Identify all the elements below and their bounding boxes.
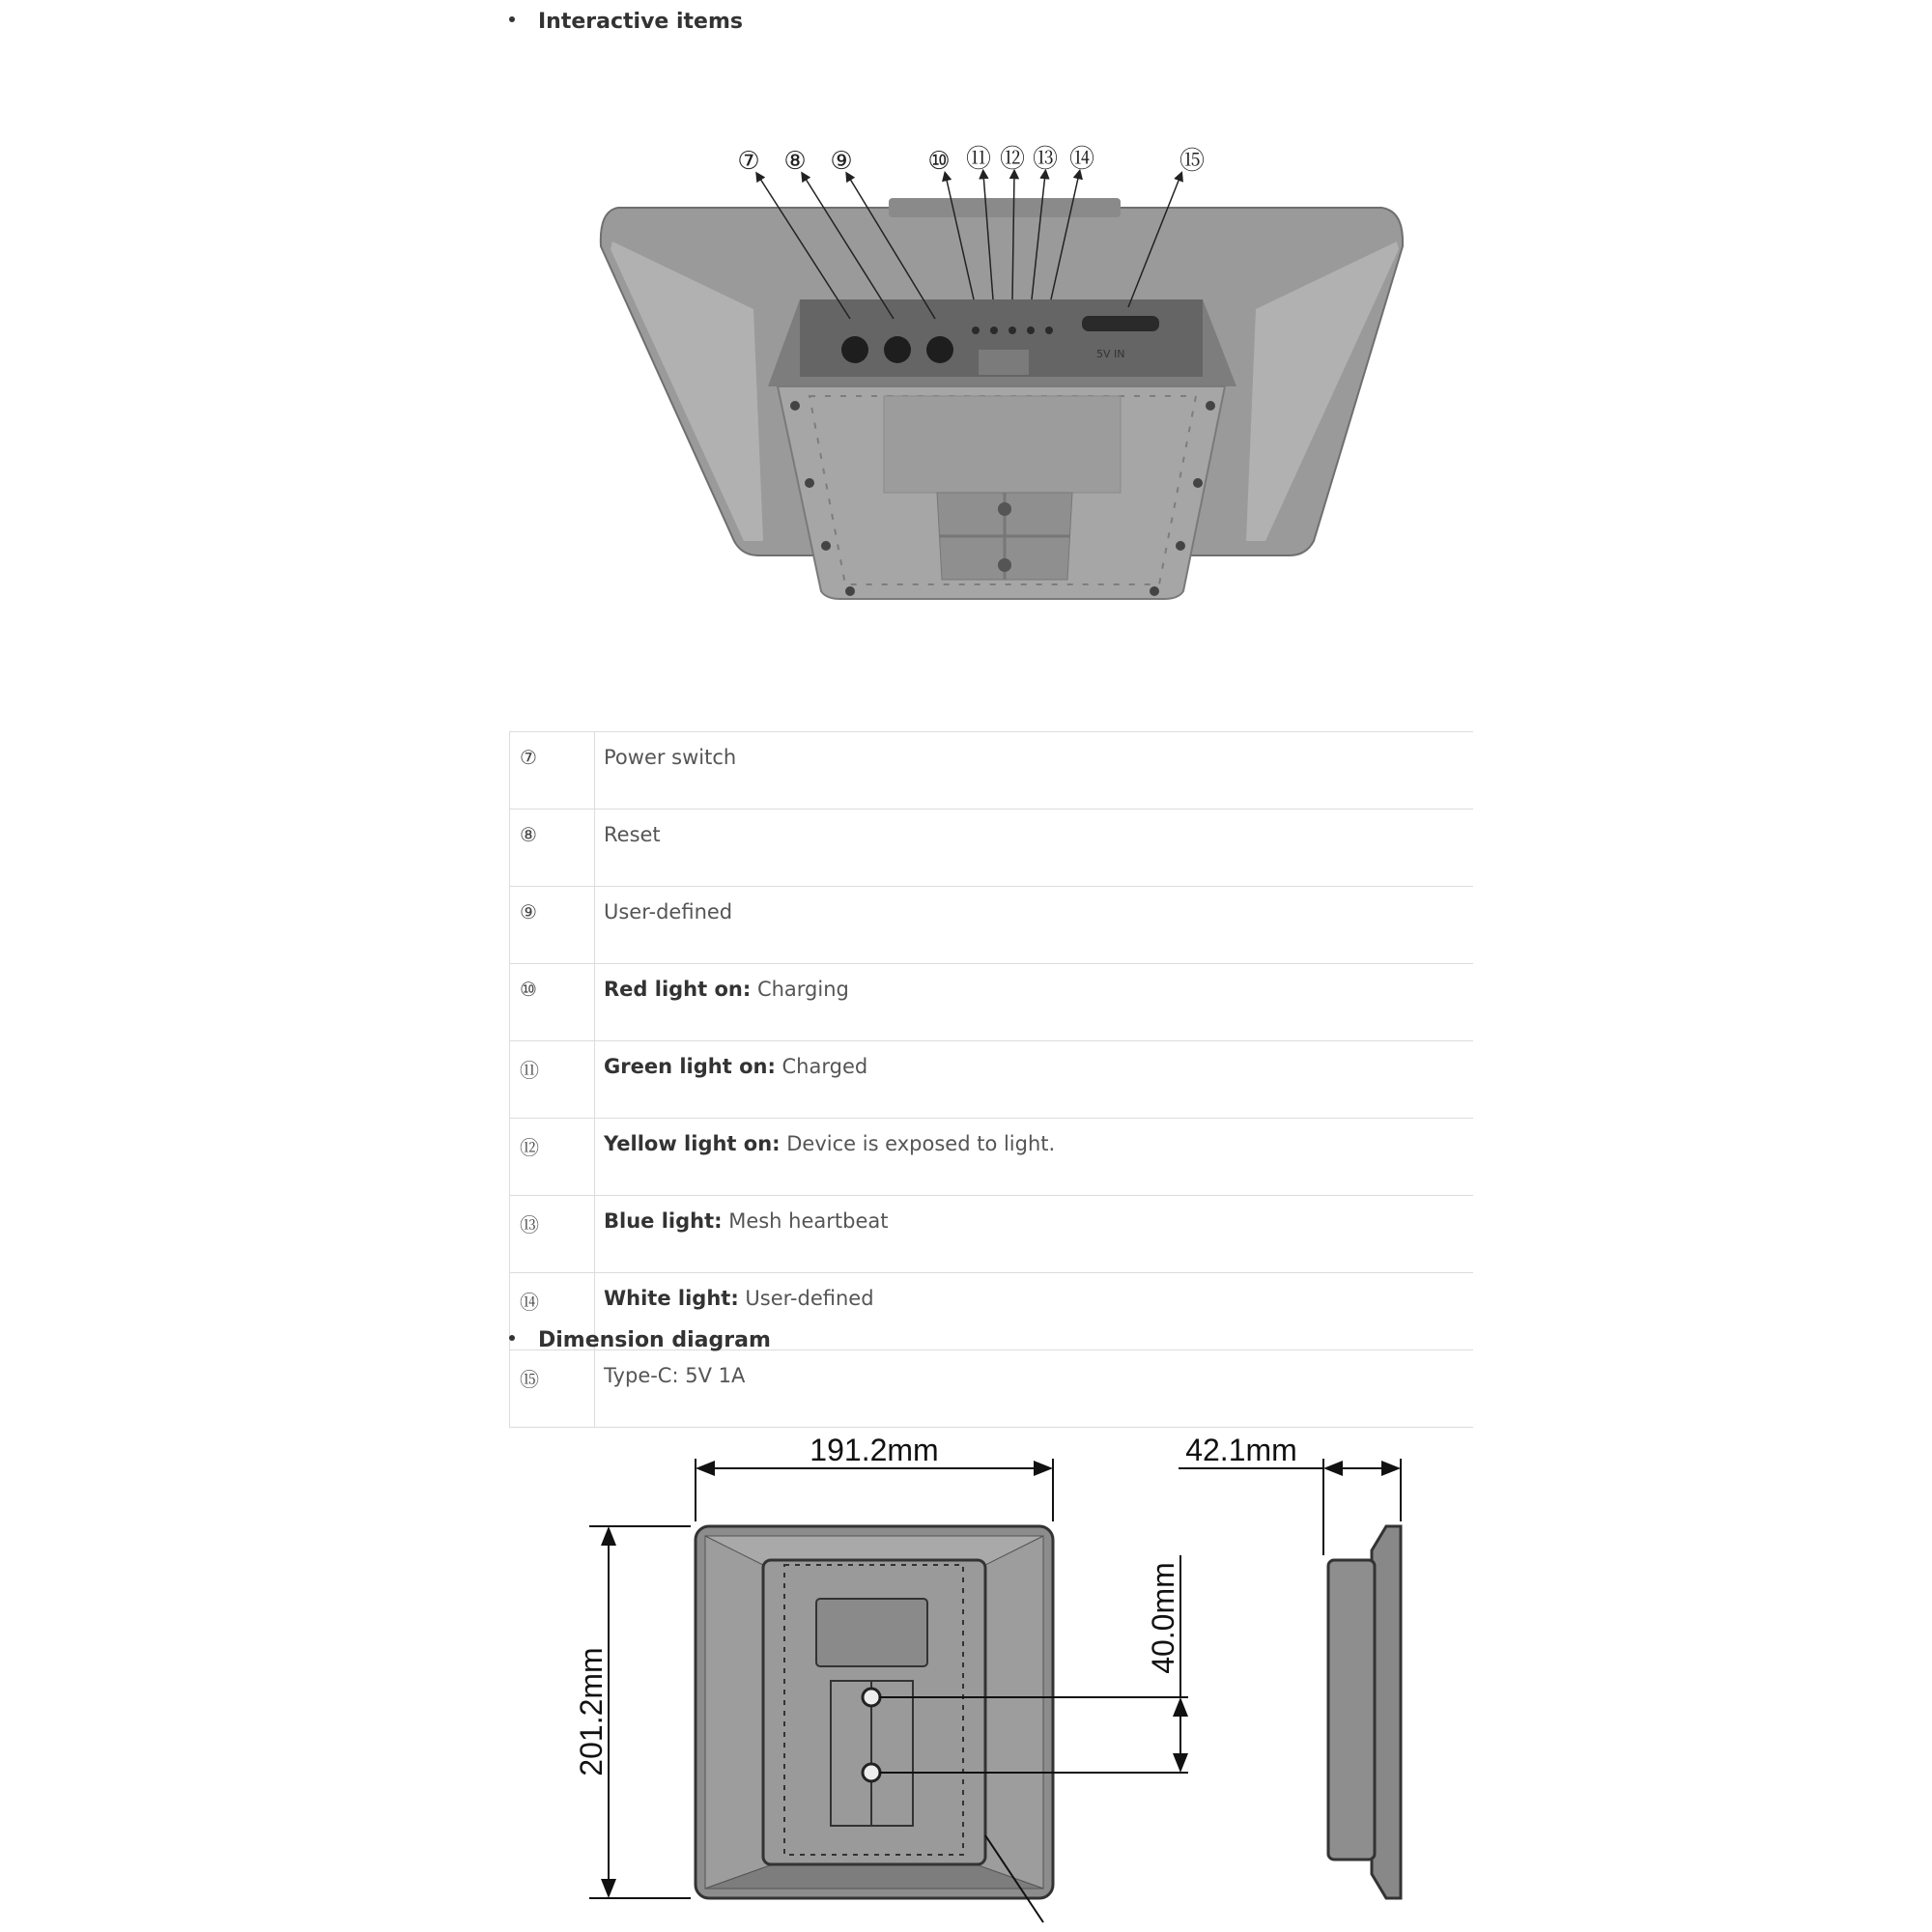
interactive-items-table: [509, 731, 1473, 1428]
item-description: Power switch: [595, 732, 1474, 810]
callout-13: ⑬: [1032, 145, 1059, 174]
reset-button-icon: [884, 336, 911, 363]
item-number: ⑮: [510, 1350, 595, 1428]
table-row: [510, 810, 1474, 887]
led-red-icon: [972, 327, 980, 334]
section-heading-text: Dimension diagram: [538, 1328, 771, 1352]
item-number: ⑨: [510, 887, 595, 964]
table-row: [510, 1119, 1474, 1196]
callout-12: ⑫: [999, 145, 1026, 174]
led-green-icon: [990, 327, 998, 334]
type-c-port-icon: [1082, 316, 1159, 331]
front-view-outline: [696, 1526, 1053, 1898]
power-switch-icon: [841, 336, 868, 363]
item-description: Type-C: 5V 1A: [595, 1350, 1474, 1428]
section-heading-dimension: [509, 1328, 771, 1352]
section-heading-text: Interactive items: [538, 10, 743, 34]
side-view-outline: [1372, 1526, 1401, 1898]
table-row: [510, 887, 1474, 964]
led-yellow-icon: [1009, 327, 1016, 334]
table-row: [510, 964, 1474, 1041]
bullet-icon: [509, 1335, 515, 1341]
table-row: [510, 1350, 1474, 1428]
width-label: 191.2mm: [810, 1433, 939, 1467]
item-description: Green light on: Charged: [595, 1041, 1474, 1119]
item-description: Yellow light on: Device is exposed to light.: [595, 1119, 1474, 1196]
callout-8: ⑧: [783, 147, 807, 176]
item-number: ⑧: [510, 810, 595, 887]
user-button-icon: [926, 336, 953, 363]
callout-14: ⑭: [1068, 145, 1095, 174]
led-blue-icon: [1027, 327, 1035, 334]
item-description: Red light on: Charging: [595, 964, 1474, 1041]
table-row: [510, 1041, 1474, 1119]
callout-7: ⑦: [737, 147, 760, 176]
led-white-icon: [1045, 327, 1053, 334]
callout-9: ⑨: [830, 147, 853, 176]
item-number: ⑭: [510, 1273, 595, 1350]
device-port-label: 5V IN: [1096, 348, 1125, 360]
item-number: ⑫: [510, 1119, 595, 1196]
table-row: [510, 732, 1474, 810]
callout-10: ⑩: [927, 147, 951, 176]
device-back-figure: [0, 0, 1932, 676]
item-description: User-defined: [595, 887, 1474, 964]
callout-11: ⑪: [965, 145, 992, 174]
item-description: Reset: [595, 810, 1474, 887]
item-number: ⑦: [510, 732, 595, 810]
item-number: ⑩: [510, 964, 595, 1041]
item-number: ⑬: [510, 1196, 595, 1273]
height-label: 201.2mm: [574, 1647, 609, 1776]
item-number: ⑪: [510, 1041, 595, 1119]
item-description: White light: User-defined: [595, 1273, 1474, 1350]
table-row: [510, 1196, 1474, 1273]
item-description: Blue light: Mesh heartbeat: [595, 1196, 1474, 1273]
callout-15: ⑮: [1179, 147, 1206, 176]
hole-spacing-label: 40.0mm: [1146, 1562, 1180, 1674]
depth-label: 42.1mm: [1185, 1433, 1297, 1467]
